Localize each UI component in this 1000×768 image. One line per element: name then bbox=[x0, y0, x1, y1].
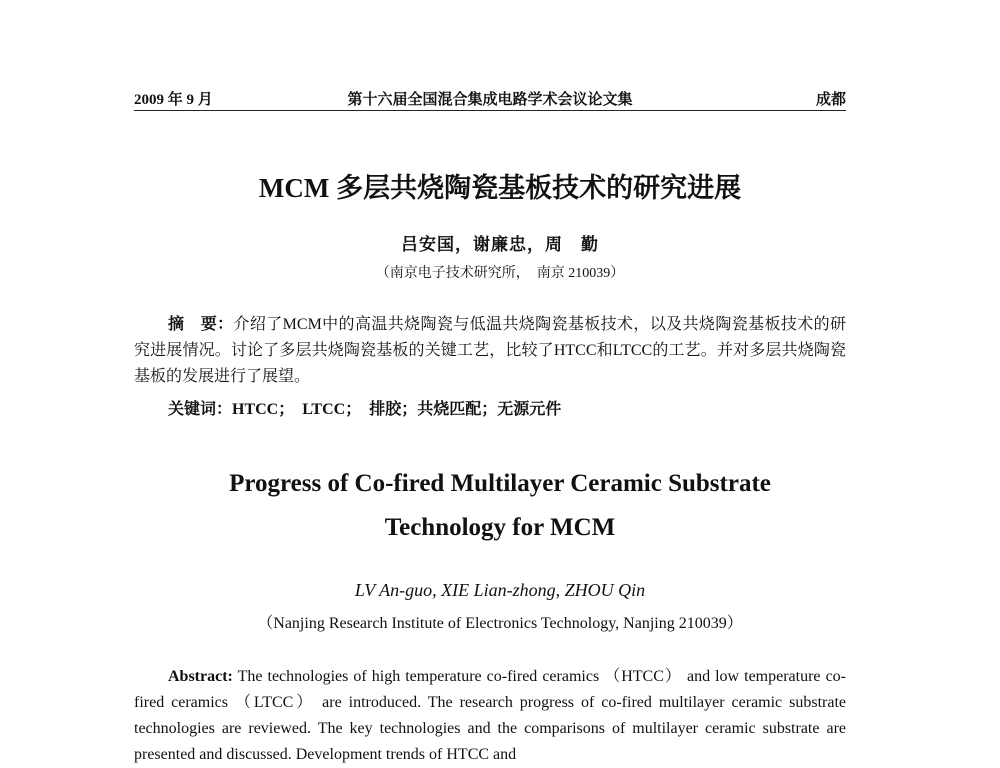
header-date: 2009 年 9 月 bbox=[134, 92, 213, 108]
english-abstract bbox=[134, 664, 846, 768]
chinese-abstract-label: 摘 要： bbox=[168, 316, 234, 333]
chinese-affiliation: （南京电子技术研究所， 南京 210039） bbox=[375, 266, 625, 281]
chinese-title: MCM 多层共烧陶瓷基板技术的研究进展 bbox=[258, 173, 742, 203]
english-abstract-text: The technologies of high temperature co-fired ceramics （HTCC） and low temperature co-fired ceramics （LTCC） are introduced. The research progress of co-fired multilayer ceramic substrate technologies are reviewed. The key technologies and the comparisons of multilayer ceramic substrate are presented and discussed. Development trends of HTCC and bbox=[134, 668, 846, 763]
chinese-authors: 吕安国，谢廉忠，周 勤 bbox=[401, 235, 599, 254]
english-authors: LV An-guo, XIE Lian-zhong, ZHOU Qin bbox=[354, 580, 646, 600]
chinese-abstract bbox=[134, 312, 846, 390]
english-title-line2: Technology for MCM bbox=[384, 514, 616, 541]
chinese-keywords: 关键词：HTCC； LTCC； 排胶；共烧匹配；无源元件 bbox=[168, 401, 562, 418]
english-title-line1: Progress of Co-fired Multilayer Ceramic Substrate bbox=[229, 470, 771, 497]
english-abstract-label: Abstract: bbox=[168, 668, 233, 685]
english-title bbox=[0, 462, 1000, 550]
header-city: 成都 bbox=[815, 92, 846, 108]
running-header bbox=[134, 86, 846, 111]
english-affiliation: （Nanjing Research Institute of Electronics Technology, Nanjing 210039） bbox=[257, 615, 743, 632]
chinese-abstract-text: 介绍了MCM中的高温共烧陶瓷与低温共烧陶瓷基板技术，以及共烧陶瓷基板技术的研究进展情况。讨论了多层共烧陶瓷基板的关键工艺，比较了HTCC和LTCC的工艺。并对多层共烧陶瓷基板的发展进行了展望。 bbox=[134, 316, 846, 385]
header-proceedings: 第十六届全国混合集成电路学术会议论文集 bbox=[347, 92, 633, 108]
